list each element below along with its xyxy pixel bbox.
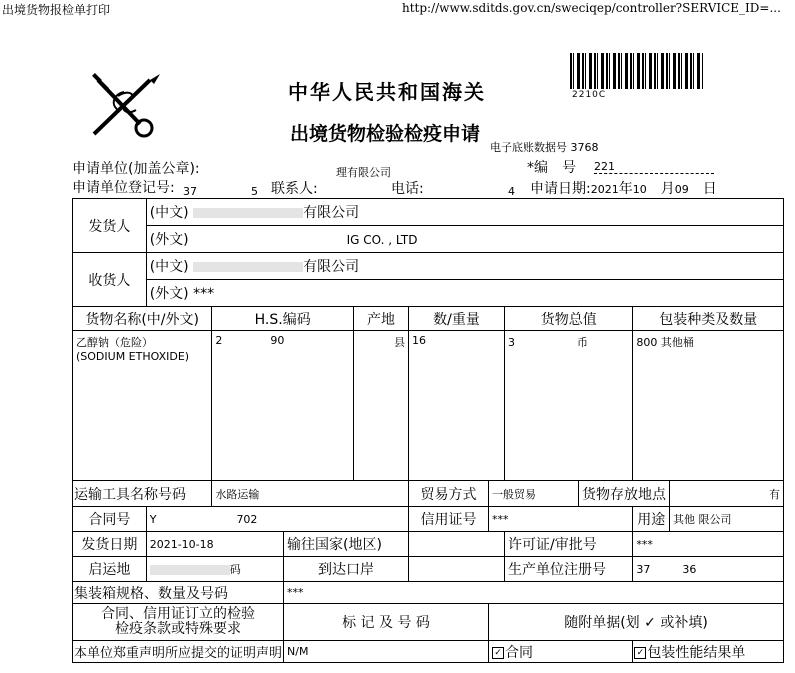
storage-value-2: 限公司 xyxy=(698,513,732,526)
trade-value: 一般贸易 xyxy=(489,481,579,507)
marks-value: N/M xyxy=(284,641,489,663)
consignor-en-value: IG CO. , LTD xyxy=(346,233,418,247)
header-hs-code: H.S.编码 xyxy=(212,307,354,331)
lc-value: *** xyxy=(489,507,633,532)
reg-label: 申请单位登记号: xyxy=(72,180,175,196)
number-value: 221 xyxy=(594,160,714,174)
form-subtitle: 出境货物检验检疫申请 xyxy=(290,123,481,145)
container-value: *** xyxy=(284,582,784,604)
departure-label: 启运地 xyxy=(73,557,147,582)
phone-label: 电话: xyxy=(391,181,424,197)
purpose-label: 用途 xyxy=(633,507,670,532)
barcode-number: 2210C xyxy=(572,90,607,100)
doc-contract-checkbox[interactable]: ✓ xyxy=(492,647,504,659)
header-total-value: 货物总值 xyxy=(505,307,633,331)
applicant-label: 申请单位(加盖公章): xyxy=(72,161,200,177)
applicant-value: 理有限公司 xyxy=(336,166,391,179)
header-quantity: 数/重量 xyxy=(409,307,505,331)
doc-packaging-checkbox[interactable]: ✓ xyxy=(634,647,646,659)
contract-req-line2: 检疫条款或特殊要求 xyxy=(115,621,241,637)
producer-reg-b: 36 xyxy=(682,562,697,576)
goods-name-en: (SODIUM ETHOXIDE) xyxy=(76,350,190,363)
contract-value-b: 702 xyxy=(236,512,258,526)
contact-label: 联系人: xyxy=(271,181,318,197)
total-value-suffix: 币 xyxy=(577,336,589,349)
date-month: 10 xyxy=(632,183,647,196)
transport-label: 运输工具名称号码 xyxy=(73,481,212,507)
contract-req-line1: 合同、信用证订立的检验 xyxy=(101,606,255,622)
departure-value: 码 xyxy=(229,563,241,576)
contract-label: 合同号 xyxy=(73,507,147,532)
marks-label: 标 记 及 号 码 xyxy=(284,604,489,641)
arrival-port-label: 到达口岸 xyxy=(284,557,409,582)
hs-code-a: 2 xyxy=(215,334,223,347)
contract-value-a: Y xyxy=(149,512,157,526)
e-account-label: 电子底账数据号 xyxy=(490,141,567,154)
ship-date-value: 2021-10-18 xyxy=(146,532,283,557)
purpose-value: 其他 xyxy=(673,513,696,526)
total-value-prefix: 3 xyxy=(508,336,516,349)
header-origin: 产地 xyxy=(354,307,409,331)
page-header-url: http://www.sditds.gov.cn/sweciqep/controller?SERVICE_ID=... xyxy=(402,1,781,15)
number-label: *编 号 xyxy=(527,160,576,176)
declaration-label: 本单位郑重声明所应提交的证明声明 xyxy=(73,641,284,663)
application-form-table: 发货人 (中文) 有限公司 (外文) IG CO. , LTD 收货人 (中文) 有限公司 (外文) *** 货物名称(中/外文) H.S.编码 产地 数/重量 货物总值 包装种类及数量 乙醇钠（危险） (SODIUM ETHOXIDE) 2 90 县 16 3 币 800 其他桶 运输工具名称号码 水路运输 贸易方式 一般贸易 货物存放地点 有 合同号 Y 702 信用证号 *** 用途 其他 限公司 发货日期 2021-10-18 输往国家(地区) 许可证/审批号 *** 启运地 码 到达口岸 生产单位注册号 37 36 集装箱规格、数量及号码 *** 合同、信用证订立的检验 检疫条款或特殊要求 标 记 及 号 码 随附单据(划 ✓ 或补填) 本单位郑重声明所应提交的证明声明 N/M ✓ 合同 ✓ 包装性能结果单 xyxy=(72,198,784,663)
header-goods-name: 货物名称(中/外文) xyxy=(73,307,212,331)
container-label: 集装箱规格、数量及号码 xyxy=(73,582,284,604)
storage-label: 货物存放地点 xyxy=(579,481,670,507)
permit-value: *** xyxy=(633,532,784,557)
barcode xyxy=(570,53,703,89)
consignor-label: 发货人 xyxy=(73,199,147,253)
lc-label: 信用证号 xyxy=(409,507,489,532)
header-packaging: 包装种类及数量 xyxy=(633,307,784,331)
date-year: 2021 xyxy=(590,183,619,196)
producer-reg-label: 生产单位注册号 xyxy=(505,557,633,582)
reg-value-2: 5 xyxy=(251,185,258,198)
hs-code-b: 90 xyxy=(270,334,285,347)
page-header-title: 出境货物报检单打印 xyxy=(2,3,111,17)
form-title: 中华人民共和国海关 xyxy=(288,80,486,104)
reg-value: 37 xyxy=(183,185,197,198)
transport-value: 水路运输 xyxy=(212,481,409,507)
customs-emblem-icon xyxy=(88,70,168,140)
e-account-value: 3768 xyxy=(570,141,599,154)
goods-name-cn: 乙醇钠（危险） xyxy=(76,336,153,349)
packaging-value: 800 其他桶 xyxy=(633,331,784,481)
origin-value: 县 xyxy=(354,331,409,481)
producer-reg-a: 37 xyxy=(636,562,651,576)
permit-label: 许可证/审批号 xyxy=(505,532,633,557)
consignee-label: 收货人 xyxy=(73,253,147,307)
consignor-cn-value: 有限公司 xyxy=(303,205,360,221)
storage-value: 有 xyxy=(769,487,781,501)
trade-label: 贸易方式 xyxy=(409,481,489,507)
consignee-cn-value: 有限公司 xyxy=(303,259,360,275)
date-day: 09 xyxy=(674,183,689,196)
doc-packaging-label: 包装性能结果单 xyxy=(647,644,746,661)
quantity-value: 16 xyxy=(409,331,505,481)
attached-docs-label: 随附单据(划 ✓ 或补填) xyxy=(489,604,784,641)
phone-value: 4 xyxy=(508,185,515,198)
doc-contract-label: 合同 xyxy=(505,644,534,661)
date-label: 申请日期:2021年10 月09 日 xyxy=(530,181,717,197)
dest-country-label: 输往国家(地区) xyxy=(284,532,409,557)
ship-date-label: 发货日期 xyxy=(73,532,147,557)
consignee-en-value: *** xyxy=(193,286,215,302)
